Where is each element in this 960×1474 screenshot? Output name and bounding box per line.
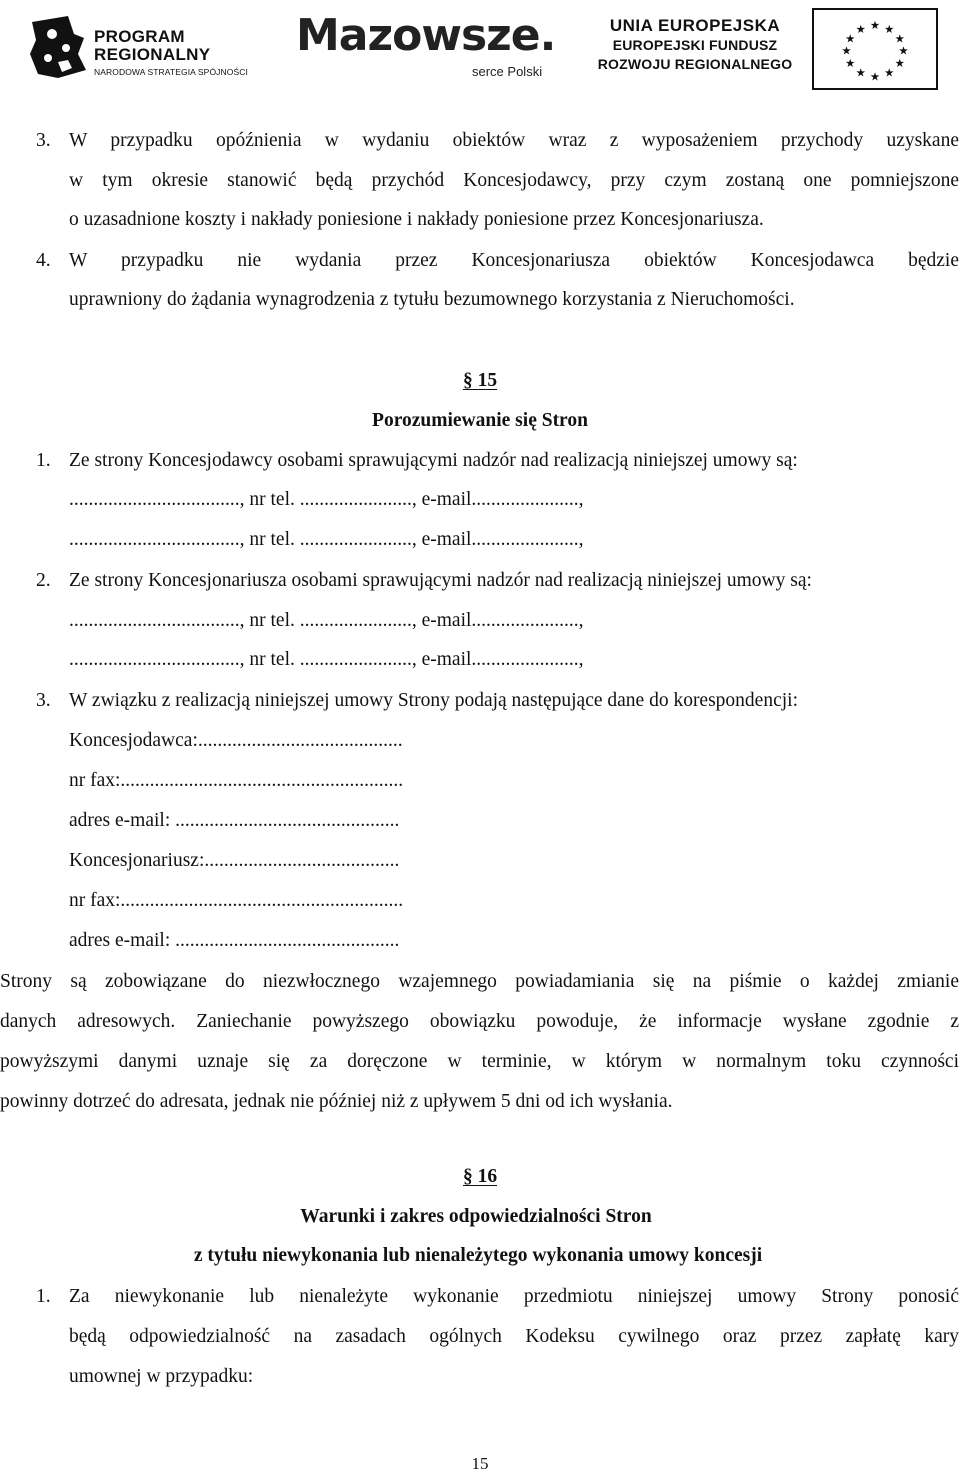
- section15-number: § 15: [462, 370, 498, 391]
- program-regionalny-logo: [28, 14, 248, 80]
- s15-item3-field-koncesjodawca: Koncesjodawca:..........................................: [69, 730, 403, 751]
- program-logo-line3: NARODOWA STRATEGIA SPÓJNOŚCI: [94, 67, 248, 77]
- svg-text:★: ★: [855, 65, 866, 80]
- s15-closing-line4: powinny dotrzeć do adresata, jednak nie później niż z upływem 5 dni od ich wysłania.: [0, 1091, 673, 1112]
- s15-item1-contact1: ..................................., nr tel. ......................., e-mail......................,: [69, 489, 584, 510]
- s15-item3-text: W związku z realizacją niniejszej umowy Strony podają następujące dane do korespondencji:: [69, 690, 798, 711]
- svg-text:★: ★: [898, 43, 909, 58]
- prev-item3-number: 3.: [36, 130, 51, 151]
- s15-closing-line3: powyższymi danymi uznaje się za doręczone w terminie, w którym w normalnym toku czynności: [0, 1051, 959, 1072]
- svg-text:★: ★: [894, 56, 905, 71]
- s15-item1-contact2: ..................................., nr tel. ......................., e-mail......................,: [69, 529, 584, 550]
- s15-closing-line1: Strony są zobowiązane do niezwłocznego wzajemnego powiadamiania się na piśmie o każdej zmianie: [0, 971, 959, 992]
- svg-text:★: ★: [855, 21, 866, 36]
- mazowsze-logo: [296, 10, 566, 82]
- prev-item3-line1: W przypadku opóźnienia w wydaniu obiektów wraz z wyposażeniem przychody uzyskane: [69, 130, 959, 151]
- section16-title2: z tytułu niewykonania lub nienależytego wykonania umowy koncesji: [193, 1245, 763, 1266]
- s15-item2-contact1: ..................................., nr tel. ......................., e-mail......................,: [69, 610, 584, 631]
- svg-text:★: ★: [884, 21, 895, 36]
- s16-item1-line1: Za niewykonanie lub nienależyte wykonanie przedmiotu niniejszej umowy Strony ponosić: [69, 1286, 959, 1307]
- svg-text:★: ★: [869, 18, 881, 33]
- s16-item1-line2: będą odpowiedzialność na zasadach ogólnych Kodeksu cywilnego oraz przez zapłatę kary: [69, 1326, 959, 1347]
- svg-text:★: ★: [845, 56, 856, 71]
- s16-item1-line3: umownej w przypadku:: [69, 1366, 254, 1387]
- s15-item1-text: Ze strony Koncesjodawcy osobami sprawującymi nadzór nad realizacją niniejszej umowy są:: [69, 450, 798, 471]
- prev-item4-line1: W przypadku nie wydania przez Koncesjonariusza obiektów Koncesjodawca będzie: [69, 250, 959, 271]
- mazowsze-wordmark: Mazowsze.: [296, 10, 556, 61]
- svg-text:★: ★: [894, 31, 905, 46]
- prev-item3-line2: w tym okresie stanowić będą przychód Koncesjodawcy, przy czym zostaną one pomniejszone: [69, 170, 959, 191]
- svg-text:★: ★: [845, 31, 856, 46]
- page-header: [0, 0, 960, 95]
- section16-title1: Warunki i zakres odpowiedzialności Stron: [300, 1206, 652, 1227]
- program-logo-line2: REGIONALNY: [94, 45, 211, 64]
- eu-logo: [590, 8, 940, 90]
- eu-flag-icon: [812, 8, 938, 90]
- s15-item2-number: 2.: [36, 570, 51, 591]
- program-regionalny-emblem-icon: [28, 14, 90, 80]
- eu-logo-line1: UNIA EUROPEJSKA: [609, 16, 781, 35]
- s15-item3-field-fax1: nr fax:..........................................................: [69, 770, 404, 791]
- prev-item4-number: 4.: [36, 250, 51, 271]
- svg-text:★: ★: [869, 69, 881, 84]
- page-number: 15: [471, 1454, 489, 1473]
- s15-item3-field-email1: adres e-mail: ..............................................: [69, 810, 400, 831]
- s15-item3-field-koncesjonariusz: Koncesjonariusz:........................................: [69, 850, 400, 871]
- program-logo-line1: PROGRAM: [94, 27, 185, 46]
- mazowsze-subtitle: serce Polski: [472, 64, 543, 79]
- s15-item3-number: 3.: [36, 690, 51, 711]
- section15-title: Porozumiewanie się Stron: [372, 410, 588, 431]
- prev-item4-line2: uprawniony do żądania wynagrodzenia z tytułu bezumownego korzystania z Nieruchomości.: [69, 289, 795, 310]
- s15-item3-field-email2: adres e-mail: ..............................................: [69, 930, 400, 951]
- section16-number: § 16: [462, 1166, 498, 1187]
- prev-item3-line3: o uzasadnione koszty i nakłady poniesione i nakłady poniesione przez Koncesjonariusza.: [69, 209, 764, 230]
- eu-logo-line2: EUROPEJSKI FUNDUSZ: [612, 37, 778, 53]
- s15-item1-number: 1.: [36, 450, 51, 471]
- svg-text:★: ★: [841, 43, 852, 58]
- s15-closing-line2: danych adresowych. Zaniechanie powyższego obowiązku powoduje, że informacje wysłane zgodnie z: [0, 1011, 959, 1032]
- s16-item1-number: 1.: [36, 1286, 51, 1307]
- s15-item2-text: Ze strony Koncesjonariusza osobami sprawującymi nadzór nad realizacją niniejszej umowy są:: [69, 570, 812, 591]
- svg-text:★: ★: [884, 65, 895, 80]
- s15-item2-contact2: ..................................., nr tel. ......................., e-mail......................,: [69, 649, 584, 670]
- eu-logo-line3: ROZWOJU REGIONALNEGO: [597, 56, 793, 72]
- s15-item3-field-fax2: nr fax:..........................................................: [69, 890, 404, 911]
